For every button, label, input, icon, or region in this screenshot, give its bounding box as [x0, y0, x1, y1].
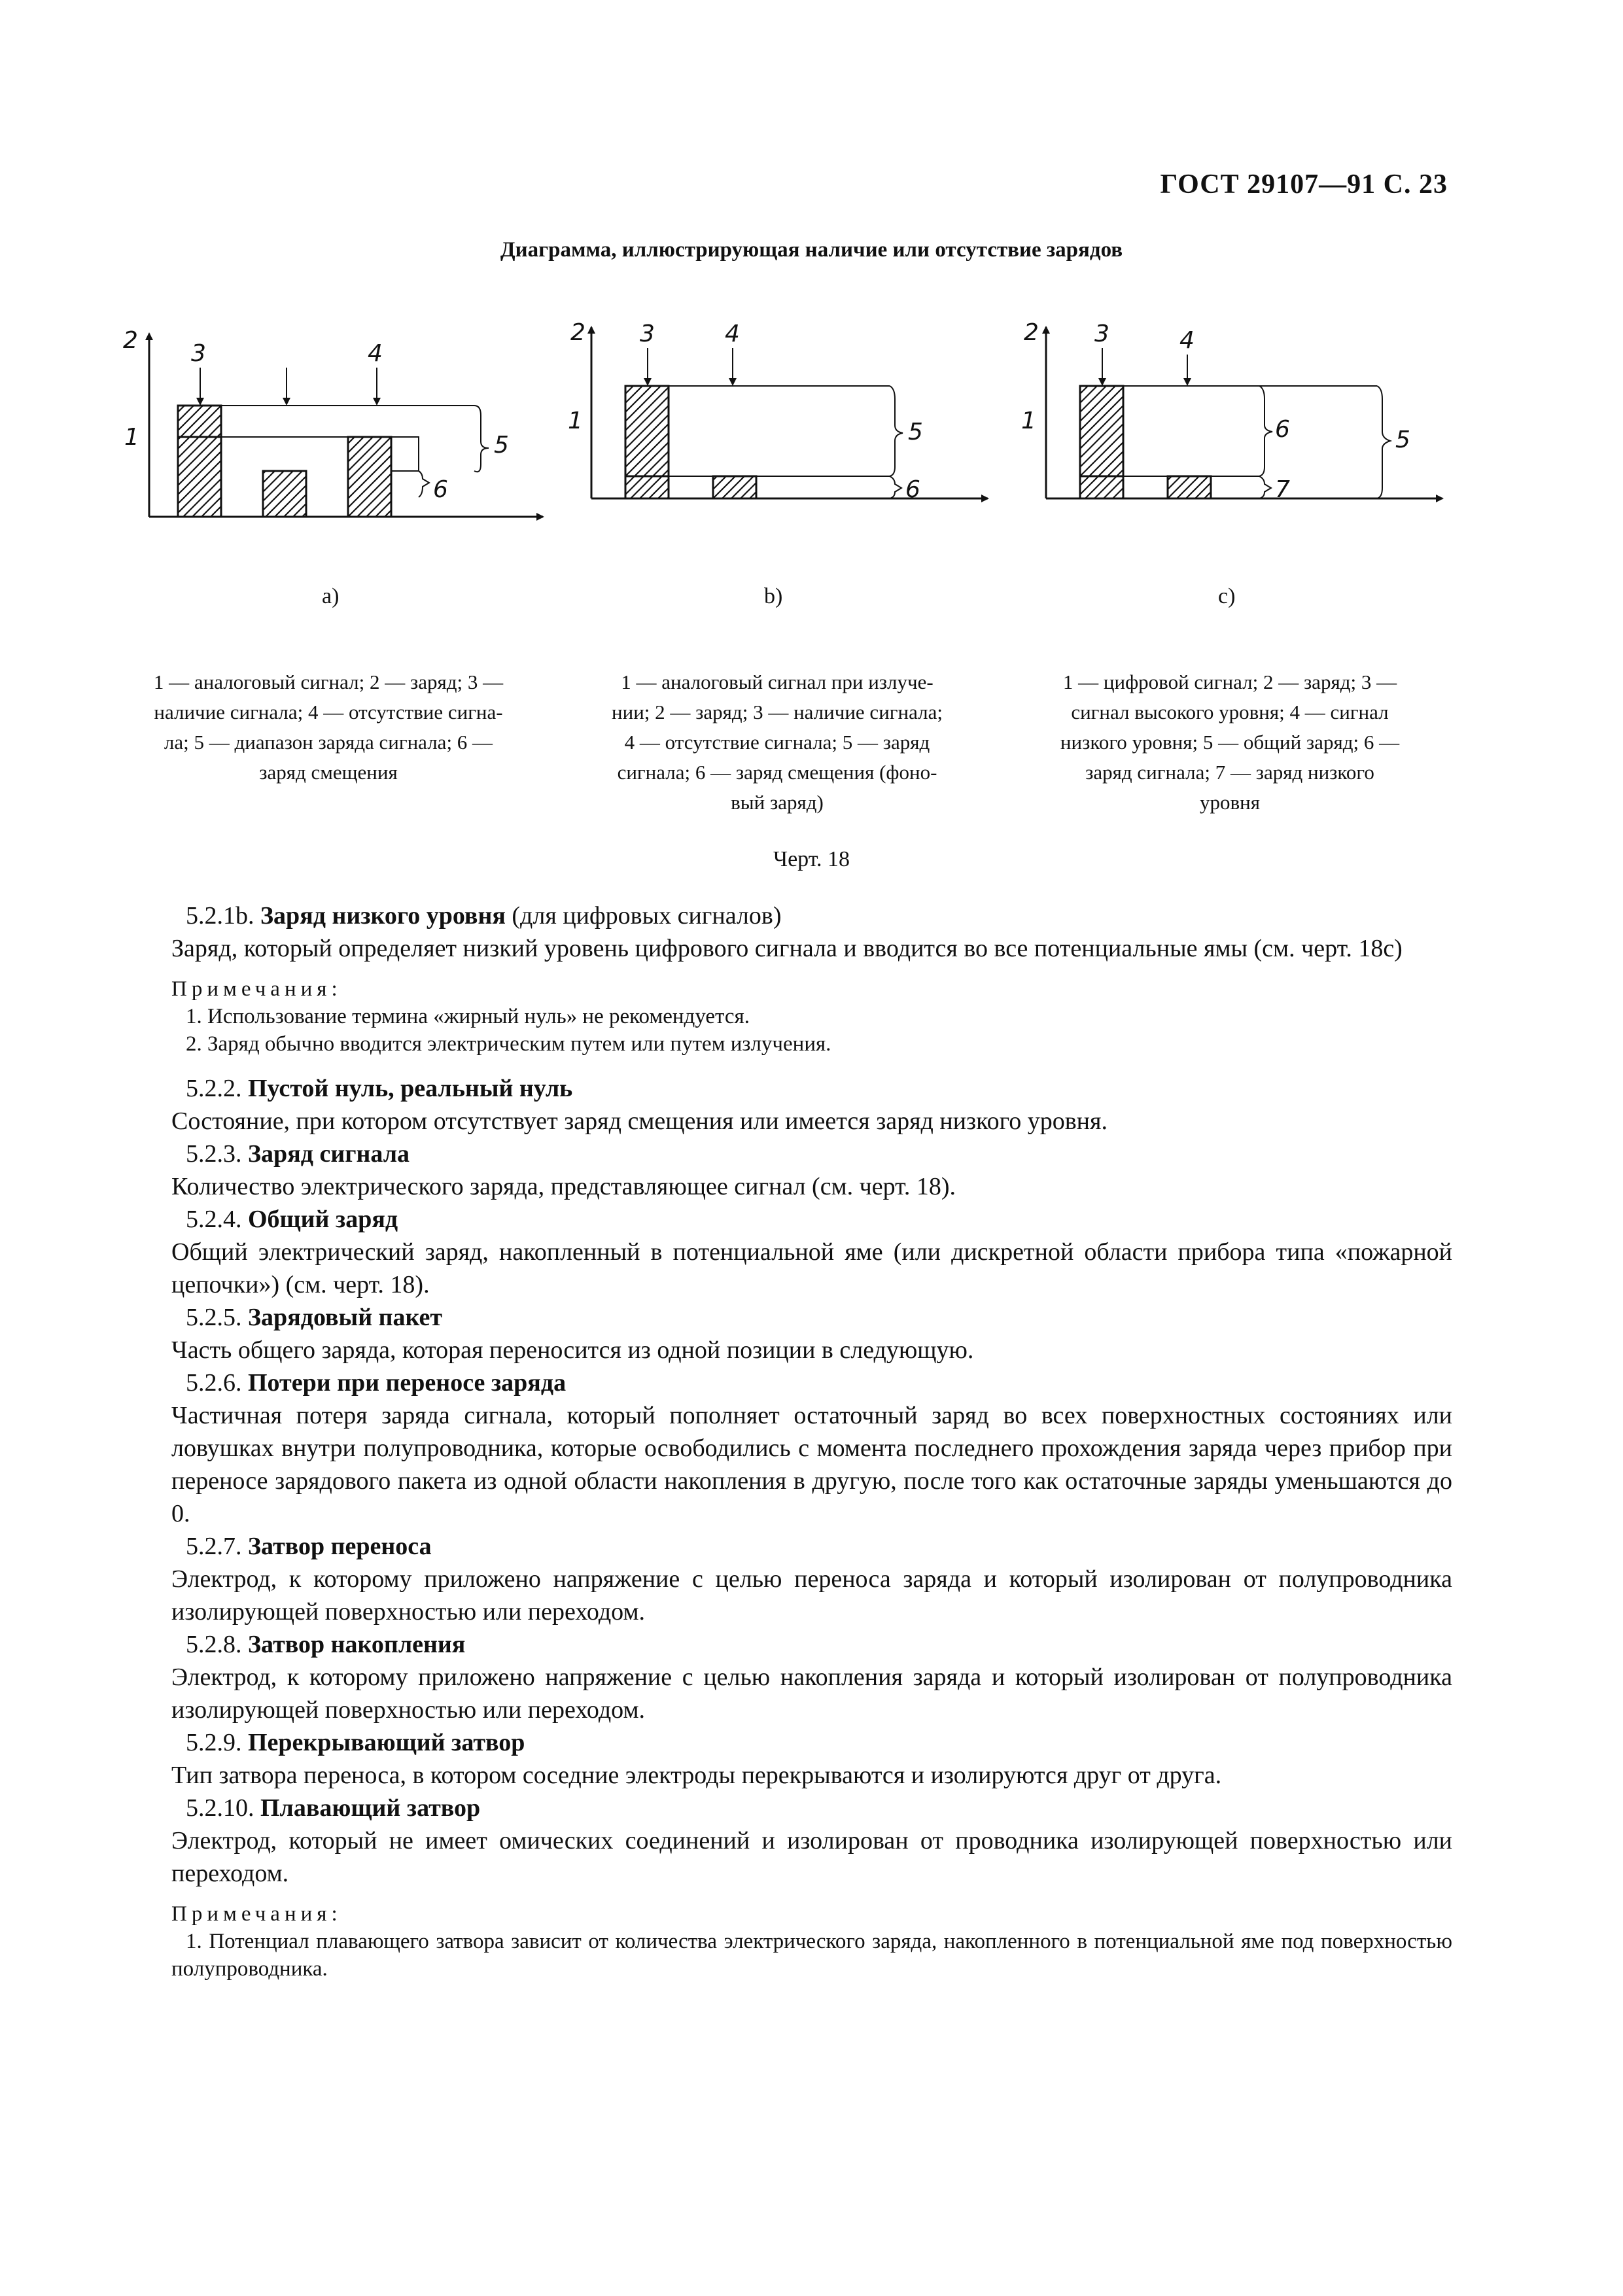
- term-5-2-9: 5.2.9. Перекрывающий затвор: [186, 1729, 525, 1756]
- brace-7: [1259, 476, 1271, 498]
- low-level-bar-2: [1168, 476, 1211, 498]
- label-4: 4: [368, 340, 383, 367]
- term-5-2-8: 5.2.8. Затвор накопления: [186, 1631, 466, 1658]
- term-5-2-5: 5.2.5. Зарядовый пакет: [186, 1304, 442, 1331]
- label-6: 6: [433, 476, 448, 503]
- notes-1: Примечания: 1. Использование термина «жирный нуль» не рекомендуется. 2. Заряд обычно вводится электрическим путем или путем излучения.: [171, 977, 831, 1056]
- label-3: 3: [1094, 321, 1109, 347]
- brace-5: [1377, 386, 1390, 498]
- term-5-2-6: 5.2.6. Потери при переносе заряда: [186, 1369, 567, 1397]
- signal-bar-1: [178, 437, 221, 517]
- label-6: 6: [1275, 416, 1290, 443]
- brace-6: [1259, 386, 1272, 476]
- panel-c-label: c): [1218, 584, 1236, 608]
- brace-5: [890, 386, 903, 476]
- definition-5-2-4: Общий электрический заряд, накопленный в потенциальной яме (или дискретной области прибора типа «пожарной цепочки») (см. черт. 18).: [171, 1238, 1452, 1298]
- signal-bar-top: [178, 406, 221, 437]
- term-5-2-2: 5.2.2. Пустой нуль, реальный нуль: [186, 1075, 573, 1102]
- body-text: [171, 899, 1452, 1983]
- label-2: 2: [1024, 319, 1039, 346]
- diagram-b: [556, 307, 1001, 543]
- signal-bar: [625, 386, 669, 476]
- signal-bar-2: [263, 471, 306, 517]
- term-5-2-3: 5.2.3. Заряд сигнала: [186, 1140, 410, 1168]
- definition-5-2-9: Тип затвора переноса, в котором соседние электроды перекрываются и изолируются друг от друга.: [171, 1762, 1222, 1789]
- frame-outer: [1123, 386, 1377, 476]
- definition-5-2-6: Частичная потеря заряда сигнала, который пополняет остаточный заряд во всех поверхностных состояниях или ловушках внутри полупроводника, которые освободились с момента последнего прохождения заряда через прибор при переносе зарядового пакета из одной области накопления в другую, после того как остаточные заряды уменьшаются до 0.: [171, 1402, 1452, 1527]
- low-level-bar-1: [1080, 476, 1123, 498]
- label-5: 5: [1395, 426, 1410, 453]
- diagram-c: [1011, 307, 1482, 543]
- bias-bar-2: [713, 476, 756, 498]
- label-1: 1: [124, 424, 139, 451]
- figure-title: Диаграмма, иллюстрирующая наличие или отсутствие зарядов: [500, 238, 1123, 262]
- brace-6: [391, 471, 429, 497]
- term-5-2-1b: 5.2.1b. Заряд низкого уровня (для цифровых сигналов): [186, 902, 782, 930]
- high-level-bar: [1080, 386, 1123, 476]
- term-5-2-10: 5.2.10. Плавающий затвор: [186, 1794, 481, 1822]
- definition-5-2-10: Электрод, который не имеет омических соединений и изолирован от проводника изолирующей поверхностью или переходом.: [171, 1827, 1452, 1887]
- label-6: 6: [905, 476, 920, 503]
- panel-b-label: b): [764, 584, 783, 608]
- definition-5-2-2: Состояние, при котором отсутствует заряд смещения или имеется заряд низкого уровня.: [171, 1107, 1108, 1135]
- page-header: ГОСТ 29107—91 С. 23: [1160, 169, 1448, 200]
- label-4: 4: [1179, 327, 1195, 354]
- label-4: 4: [725, 321, 740, 347]
- definition-5-2-5: Часть общего заряда, которая переносится из одной позиции в следующую.: [171, 1336, 974, 1364]
- label-1: 1: [568, 408, 583, 434]
- frame-5: [669, 386, 890, 476]
- label-5: 5: [494, 432, 509, 459]
- term-5-2-7: 5.2.7. Затвор переноса: [186, 1533, 432, 1560]
- brace-5: [474, 406, 489, 472]
- label-5: 5: [908, 419, 923, 445]
- figure-ref: Черт. 18: [773, 847, 850, 871]
- term-5-2-4: 5.2.4. Общий заряд: [186, 1206, 398, 1233]
- label-3: 3: [640, 321, 655, 347]
- definition-5-2-7: Электрод, к которому приложено напряжение с целью переноса заряда и который изолирован от полупроводника изолирующей поверхностью или переходом.: [171, 1565, 1452, 1626]
- label-1: 1: [1021, 408, 1036, 434]
- definition-5-2-8: Электрод, к которому приложено напряжение с целью накопления заряда и который изолирован от полупроводника изолирующей поверхностью или переходом.: [171, 1663, 1452, 1724]
- caption-a: 1 — аналоговый сигнал; 2 — заряд; 3 — наличие сигнала; 4 — отсутствие сигна- ла; 5 — диапазон заряда сигнала; 6 — заряд смещения: [153, 670, 504, 784]
- notes-2: Примечания: 1. Потенциал плавающего затвора зависит от количества электрического заряда, накопленного в потенциальной яме под поверхностью полупроводника.: [171, 1902, 1452, 1981]
- signal-bar-3: [348, 437, 391, 517]
- brace-6: [890, 476, 901, 498]
- label-2: 2: [570, 319, 585, 346]
- caption-c: 1 — цифровой сигнал; 2 — заряд; 3 — сигнал высокого уровня; 4 — сигнал низкого уровня; 5 — общий заряд; 6 — заряд сигнала; 7 — заряд низкого уровня: [1060, 670, 1400, 814]
- definition-5-2-3: Количество электрического заряда, представляющее сигнал (см. черт. 18).: [171, 1173, 956, 1200]
- bias-bar-1: [625, 476, 669, 498]
- definition-5-2-1b: Заряд, который определяет низкий уровень цифрового сигнала и вводится во все потенциальные ямы (см. черт. 18с): [171, 935, 1403, 962]
- panel-a-label: a): [322, 584, 340, 608]
- caption-b: 1 — аналоговый сигнал при излуче- нии; 2 — заряд; 3 — наличие сигнала; 4 — отсутствие сигнала; 5 — заряд сигнала; 6 — заряд смещения (фоно- вый заряд): [612, 670, 943, 814]
- label-2: 2: [123, 327, 138, 354]
- label-7: 7: [1275, 476, 1290, 503]
- label-3: 3: [191, 340, 206, 367]
- diagram-a: [118, 307, 563, 543]
